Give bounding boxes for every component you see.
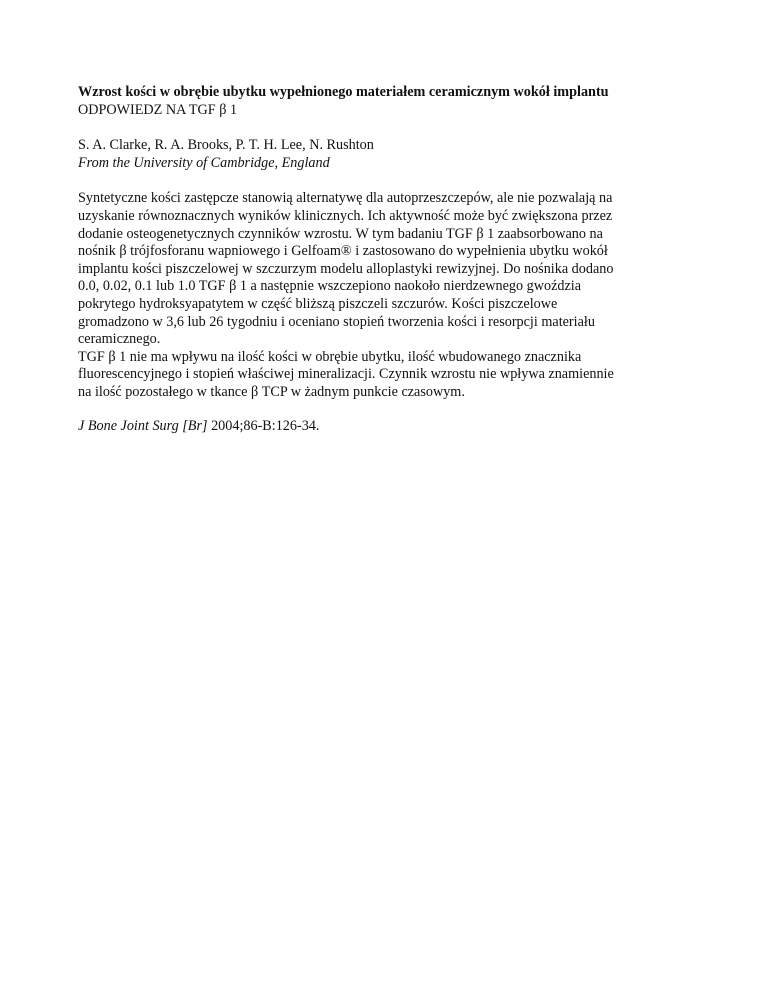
article-citation — [78, 418, 698, 436]
citation-details: 2004;86-B:126-34. — [207, 417, 320, 434]
abstract-line: pokrytego hydroksyapatytem w część bliższą piszczeli szczurów. Kości piszczelowe — [78, 295, 558, 312]
abstract-line: ceramicznego. — [78, 331, 161, 348]
citation-journal: J Bone Joint Surg [Br] — [78, 417, 208, 434]
results-line: TGF β 1 nie ma wpływu na ilość kości w obrębie ubytku, ilość wbudowanego znacznika — [78, 348, 582, 365]
results-line: fluorescencyjnego i stopień właściwej mineralizacji. Czynnik wzrostu nie wpływa znamiennie — [78, 366, 614, 383]
abstract-line: nośnik β trójfosforanu wapniowego i Gelfoam® i zastosowano do wypełnienia ubytku wokół — [78, 243, 608, 260]
article-title: Wzrost kości w obrębie ubytku wypełnionego materiałem ceramicznym wokół implantu — [78, 84, 609, 100]
article-authors: S. A. Clarke, R. A. Brooks, P. T. H. Lee, N. Rushton — [78, 137, 374, 154]
abstract-line: Syntetyczne kości zastępcze stanowią alternatywę dla autoprzeszczepów, ale nie pozwalają na — [78, 190, 613, 207]
document-page — [78, 84, 698, 435]
article-subtitle: ODPOWIEDZ NA TGF β 1 — [78, 101, 238, 118]
abstract-line: dodanie osteogenetycznych czynników wzrostu. W tym badaniu TGF β 1 zaabsorbowano na — [78, 225, 603, 242]
abstract-line: uzyskanie równoznacznych wyników klinicznych. Ich aktywność może być zwiększona przez — [78, 207, 613, 224]
results-line: na ilość pozostałego w tkance β TCP w żadnym punkcie czasowym. — [78, 383, 465, 400]
abstract-line: implantu kości piszczelowej w szczurzym modelu alloplastyki rewizyjnej. Do nośnika dodano — [78, 260, 614, 277]
abstract-line: 0.0, 0.02, 0.1 lub 1.0 TGF β 1 a następnie wszczepiono naokoło nierdzewnego gwoździa — [78, 278, 582, 295]
abstract-line: gromadzono w 3,6 lub 26 tygodniu i oceniano stopień tworzenia kości i resorpcji materiału — [78, 313, 595, 330]
article-abstract — [78, 190, 698, 401]
article-affiliation: From the University of Cambridge, England — [78, 154, 330, 171]
